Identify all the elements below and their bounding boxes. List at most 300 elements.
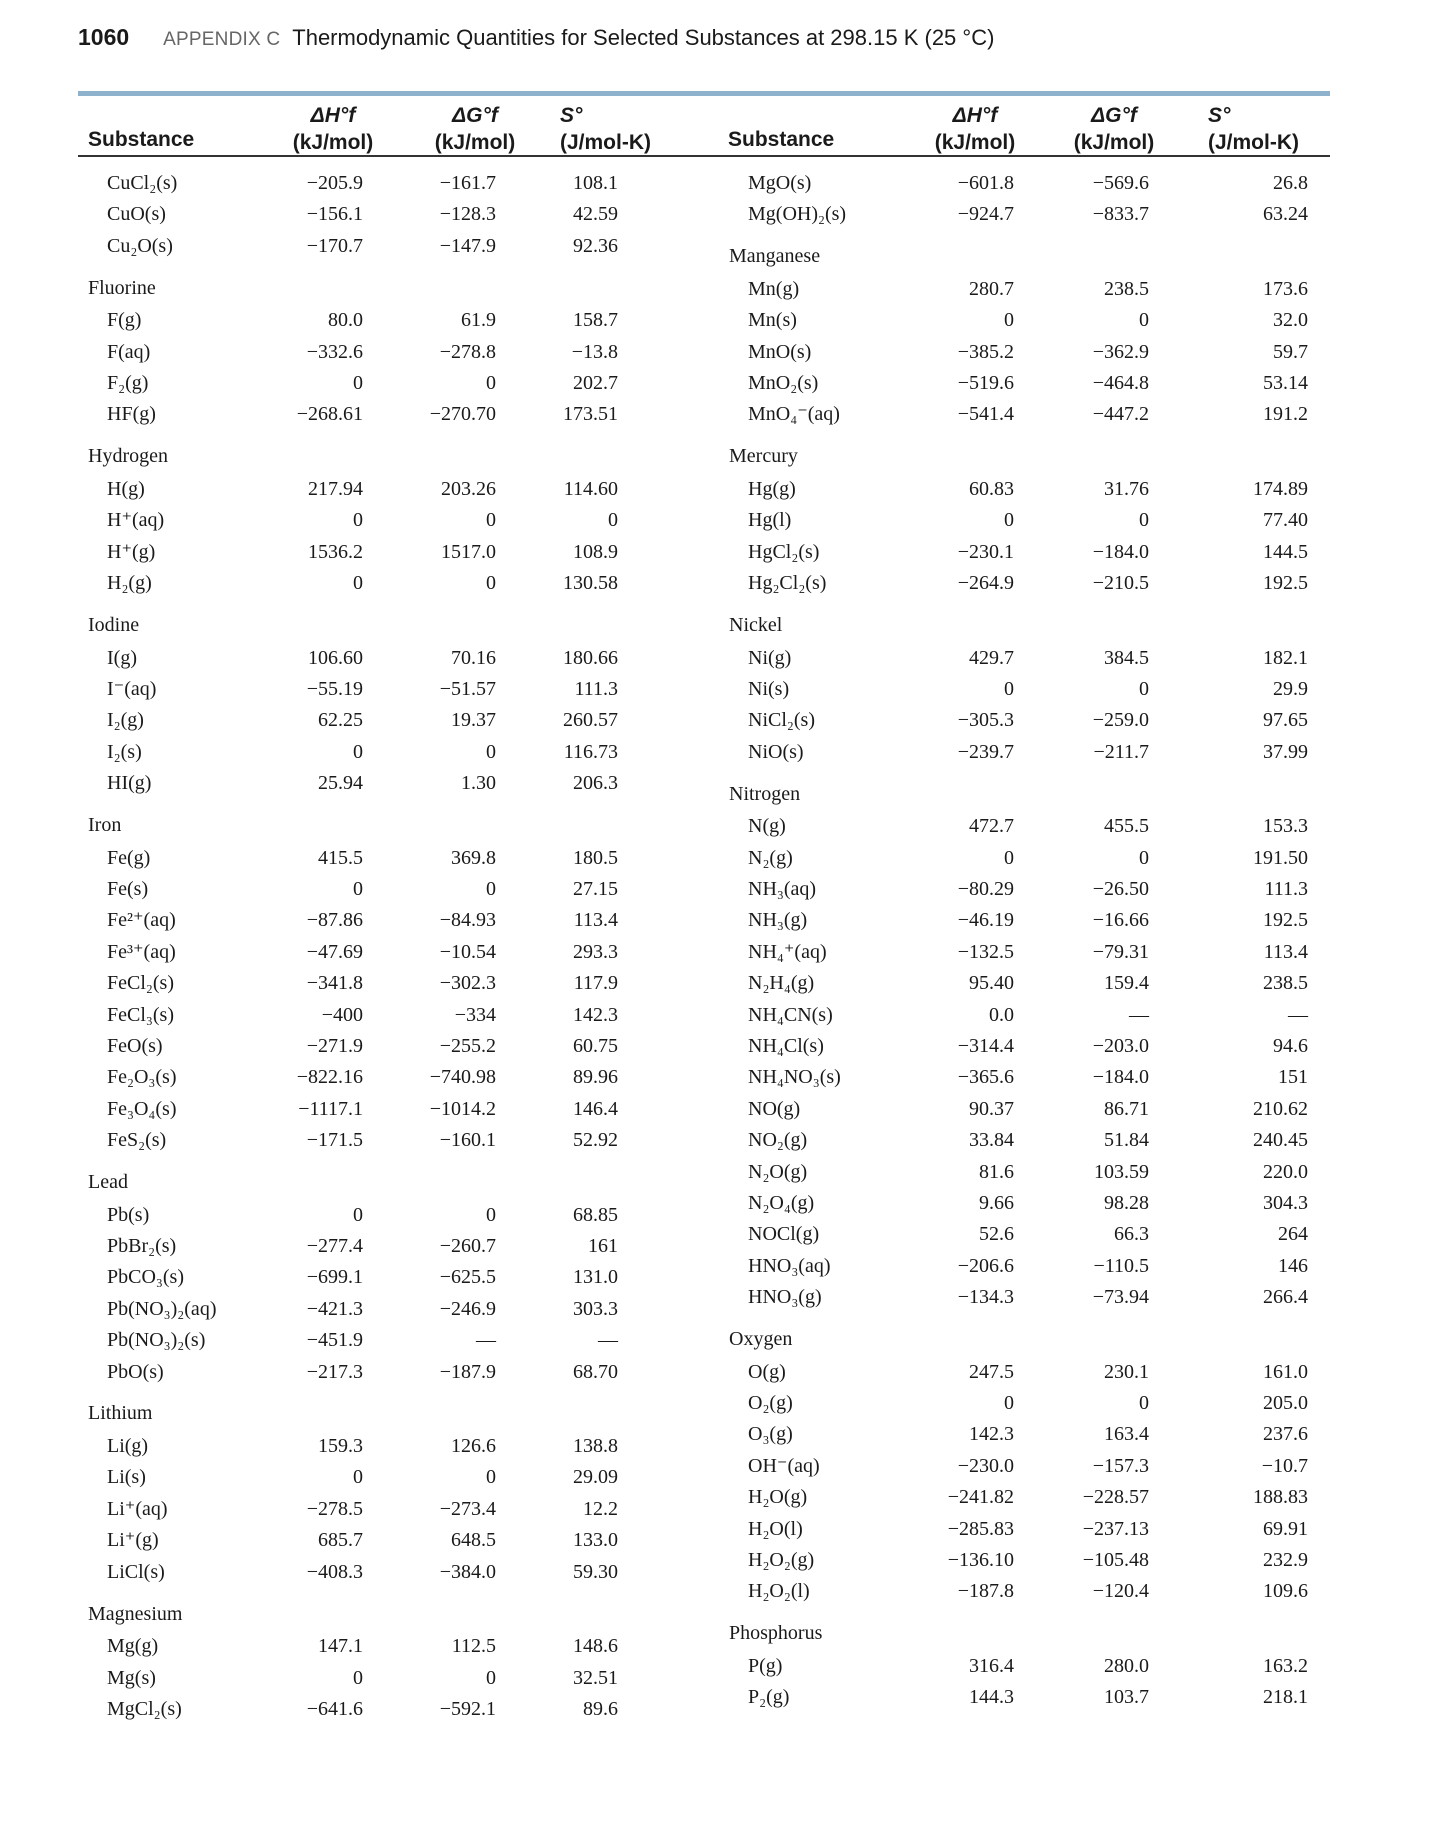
dg-cell: −273.4 <box>439 1497 496 1520</box>
table-row <box>729 674 1329 705</box>
dg-cell: −625.5 <box>439 1266 496 1289</box>
table-row <box>729 937 1329 968</box>
table-row <box>88 768 678 799</box>
substance-cell: MnO₂(s) <box>748 372 819 395</box>
dg-cell: 0 <box>1139 846 1149 869</box>
s-cell: 133.0 <box>573 1529 618 1552</box>
dg-cell: −278.8 <box>439 340 496 363</box>
table-row <box>729 399 1329 430</box>
s-cell: 218.1 <box>1263 1686 1308 1709</box>
table-row <box>88 1031 678 1062</box>
table-row <box>88 1125 678 1156</box>
table-row <box>729 1514 1329 1545</box>
s-cell: 173.51 <box>563 403 618 426</box>
dg-cell: −464.8 <box>1092 372 1149 395</box>
substance-cell: Pb(NO₃)₂(s) <box>107 1329 206 1352</box>
dg-cell: 0 <box>486 1466 496 1489</box>
s-cell: 232.9 <box>1263 1548 1308 1571</box>
substance-cell: FeCl₂(s) <box>107 972 174 995</box>
substance-cell: Hg(l) <box>748 509 792 532</box>
group-row <box>88 1398 678 1431</box>
dh-cell: −278.5 <box>306 1497 363 1520</box>
s-cell: 77.40 <box>1263 509 1308 532</box>
dh-cell: −1117.1 <box>298 1097 363 1120</box>
dh-cell: 0 <box>353 1666 363 1689</box>
substance-cell: NiO(s) <box>748 740 804 763</box>
dh-cell: −217.3 <box>306 1360 363 1383</box>
dg-cell: −569.6 <box>1092 172 1149 194</box>
substance-cell: H(g) <box>107 477 145 500</box>
substance-cell: N₂H₄(g) <box>748 972 815 995</box>
s-cell: 304.3 <box>1263 1191 1308 1214</box>
col-dg-symbol: ΔG°f <box>452 104 498 127</box>
dh-cell: 0 <box>353 1203 363 1226</box>
substance-cell: MgCl₂(s) <box>107 1697 182 1720</box>
dh-cell: 106.60 <box>308 646 363 669</box>
substance-cell: FeO(s) <box>107 1034 163 1057</box>
dg-cell: −161.7 <box>439 172 496 194</box>
col-dg-unit: (kJ/mol) <box>434 131 516 154</box>
s-cell: 89.6 <box>583 1697 618 1720</box>
dg-cell: −833.7 <box>1092 203 1149 226</box>
table-row <box>88 1631 678 1662</box>
table-row <box>88 1094 678 1125</box>
dg-cell: −270.70 <box>429 403 496 426</box>
substance-cell: NH₃(aq) <box>748 878 817 901</box>
s-cell: 161.0 <box>1263 1360 1308 1383</box>
s-cell: 89.96 <box>573 1066 618 1089</box>
dh-cell: 0 <box>1004 509 1014 532</box>
table-row <box>88 705 678 736</box>
s-cell: 52.92 <box>573 1129 618 1152</box>
s-cell: 210.62 <box>1253 1097 1308 1120</box>
substance-cell: LiCl(s) <box>107 1560 165 1583</box>
s-cell: 240.45 <box>1253 1129 1308 1152</box>
dg-cell: −120.4 <box>1092 1580 1149 1603</box>
table-row <box>729 337 1329 368</box>
substance-cell: Fe(s) <box>107 878 149 901</box>
substance-cell: Pb(NO₃)₂(aq) <box>107 1297 217 1320</box>
substance-cell: MgO(s) <box>748 172 812 194</box>
substance-cell: N₂(g) <box>748 846 793 869</box>
dh-cell: 80.0 <box>328 309 363 332</box>
table-row <box>88 1062 678 1093</box>
dh-cell: 144.3 <box>969 1686 1014 1709</box>
dh-cell: −230.0 <box>957 1454 1014 1477</box>
table-row <box>729 737 1329 768</box>
col-dg-unit: (kJ/mol) <box>1073 131 1155 154</box>
s-cell: 180.5 <box>573 846 618 869</box>
col-dh-symbol: ΔH°f <box>310 104 356 127</box>
s-cell: — <box>1288 1003 1308 1026</box>
substance-cell: CuO(s) <box>107 203 166 226</box>
table-row <box>729 1682 1329 1713</box>
dh-cell: 0 <box>353 572 363 595</box>
table-row <box>729 1282 1329 1313</box>
dg-cell: 280.0 <box>1104 1654 1149 1677</box>
substance-cell: HF(g) <box>107 403 156 426</box>
group-row <box>88 1167 678 1200</box>
dg-cell: −237.13 <box>1082 1517 1149 1540</box>
dh-cell: 0 <box>1004 846 1014 869</box>
substance-cell: H₂O₂(l) <box>748 1580 810 1603</box>
table-row <box>88 1200 678 1231</box>
dg-cell: −160.1 <box>439 1129 496 1152</box>
dh-cell: −408.3 <box>306 1560 363 1583</box>
col-s-unit: (J/mol-K) <box>1208 131 1299 154</box>
substance-cell: Fe²⁺(aq) <box>107 909 176 932</box>
group-label: Iodine <box>88 613 140 636</box>
group-row <box>729 441 1329 474</box>
col-dh-right <box>925 102 1025 156</box>
dg-cell: −210.5 <box>1092 572 1149 595</box>
dg-cell: 159.4 <box>1104 972 1149 995</box>
s-cell: 111.3 <box>574 677 618 700</box>
table-row <box>88 305 678 336</box>
substance-cell: PbCO₃(s) <box>107 1266 184 1289</box>
group-label: Iron <box>88 814 122 837</box>
substance-cell: Li(g) <box>107 1435 149 1458</box>
table-row <box>88 1663 678 1694</box>
dh-cell: −332.6 <box>306 340 363 363</box>
dg-cell: −10.54 <box>439 940 496 963</box>
dg-cell: −110.5 <box>1093 1254 1149 1277</box>
s-cell: 182.1 <box>1263 646 1308 669</box>
dh-cell: −277.4 <box>306 1235 363 1258</box>
s-cell: 264 <box>1278 1223 1308 1246</box>
dh-cell: 0 <box>353 878 363 901</box>
substance-cell: HNO₃(g) <box>748 1286 822 1309</box>
dg-cell: 230.1 <box>1104 1360 1149 1383</box>
dh-cell: −170.7 <box>306 234 363 257</box>
dg-cell: −84.93 <box>439 909 496 932</box>
table-row <box>729 874 1329 905</box>
dh-cell: −205.9 <box>306 172 363 194</box>
dh-cell: 142.3 <box>969 1423 1014 1446</box>
s-cell: 97.65 <box>1263 709 1308 732</box>
dg-cell: 0 <box>486 572 496 595</box>
dh-cell: −271.9 <box>306 1034 363 1057</box>
dh-cell: 316.4 <box>969 1654 1014 1677</box>
s-cell: 113.4 <box>573 909 618 932</box>
dh-cell: 25.94 <box>318 772 363 795</box>
top-rule <box>78 91 1330 96</box>
table-row <box>88 368 678 399</box>
table-row <box>729 905 1329 936</box>
dh-cell: −385.2 <box>957 340 1014 363</box>
s-cell: 131.0 <box>573 1266 618 1289</box>
dg-cell: 0 <box>486 372 496 395</box>
substance-cell: NOCl(g) <box>748 1223 820 1246</box>
substance-cell: FeCl₃(s) <box>107 1003 174 1026</box>
dg-cell: −260.7 <box>439 1235 496 1258</box>
table-row <box>729 1388 1329 1419</box>
substance-cell: Hg₂Cl₂(s) <box>748 572 827 595</box>
s-cell: 303.3 <box>573 1297 618 1320</box>
s-cell: 32.0 <box>1273 309 1308 332</box>
dg-cell: 203.26 <box>441 477 496 500</box>
s-cell: 108.1 <box>573 172 618 194</box>
substance-cell: Fe(g) <box>107 846 151 869</box>
dh-cell: 217.94 <box>308 477 363 500</box>
substance-cell: PbO(s) <box>107 1360 164 1383</box>
dh-cell: 0 <box>1004 1391 1014 1414</box>
substance-cell: FeS₂(s) <box>107 1129 167 1152</box>
dg-cell: 61.9 <box>461 309 496 332</box>
dg-cell: 103.7 <box>1104 1686 1149 1709</box>
table-row <box>729 705 1329 736</box>
dg-cell: −302.3 <box>439 972 496 995</box>
substance-cell: F(g) <box>107 309 142 332</box>
substance-cell: Li(s) <box>107 1466 146 1489</box>
table-row <box>729 1357 1329 1388</box>
s-cell: 188.83 <box>1253 1486 1308 1509</box>
dh-cell: −285.83 <box>947 1517 1014 1540</box>
dh-cell: −187.8 <box>957 1580 1014 1603</box>
s-cell: 117.9 <box>573 972 618 995</box>
substance-cell: Hg(g) <box>748 477 796 500</box>
dh-cell: −132.5 <box>957 940 1014 963</box>
table-row <box>88 1525 678 1556</box>
table-row <box>729 1251 1329 1282</box>
dh-cell: −230.1 <box>957 540 1014 563</box>
table-row <box>729 1157 1329 1188</box>
group-row <box>729 779 1329 812</box>
substance-cell: NH₄Cl(s) <box>748 1034 824 1057</box>
dg-cell: −203.0 <box>1092 1034 1149 1057</box>
dh-cell: 0 <box>1004 677 1014 700</box>
s-cell: 29.9 <box>1273 677 1308 700</box>
table-row <box>729 199 1329 230</box>
dg-cell: −26.50 <box>1092 878 1149 901</box>
table-row <box>729 643 1329 674</box>
dg-cell: — <box>476 1329 496 1352</box>
s-cell: 116.73 <box>563 740 618 763</box>
substance-cell: Mg(g) <box>107 1635 159 1658</box>
dh-cell: −46.19 <box>957 909 1014 932</box>
dh-cell: −268.61 <box>296 403 363 426</box>
table-row <box>729 1188 1329 1219</box>
page-number: 1060 <box>78 24 130 50</box>
group-row <box>88 441 678 474</box>
s-cell: 205.0 <box>1263 1391 1308 1414</box>
table-row <box>88 968 678 999</box>
dg-cell: 0 <box>1139 509 1149 532</box>
s-cell: 151 <box>1278 1066 1308 1089</box>
col-substance-left: Substance <box>88 128 195 151</box>
s-cell: 53.14 <box>1263 372 1308 395</box>
substance-cell: N₂O₄(g) <box>748 1191 815 1214</box>
dg-cell: −211.7 <box>1093 740 1149 763</box>
dg-cell: 0 <box>486 509 496 532</box>
substance-cell: HI(g) <box>107 772 152 795</box>
dg-cell: −184.0 <box>1092 540 1149 563</box>
dh-cell: 0 <box>353 509 363 532</box>
s-cell: 59.30 <box>573 1560 618 1583</box>
dh-cell: 9.66 <box>979 1191 1014 1214</box>
substance-cell: MnO₄⁻(aq) <box>748 403 840 426</box>
dg-cell: −1014.2 <box>429 1097 496 1120</box>
dg-cell: 0 <box>1139 1391 1149 1414</box>
dg-cell: −105.48 <box>1082 1548 1149 1571</box>
table-row <box>88 643 678 674</box>
s-cell: −13.8 <box>571 340 618 363</box>
dh-cell: −365.6 <box>957 1066 1014 1089</box>
dg-cell: −362.9 <box>1092 340 1149 363</box>
table-row <box>88 168 678 199</box>
group-label: Nickel <box>729 613 783 636</box>
dh-cell: −55.19 <box>306 677 363 700</box>
col-s-left <box>560 102 680 156</box>
substance-cell: NH₄NO₃(s) <box>748 1066 841 1089</box>
dg-cell: 0 <box>486 1666 496 1689</box>
dh-cell: 415.5 <box>318 846 363 869</box>
table-row <box>729 1094 1329 1125</box>
col-dh-unit: (kJ/mol) <box>292 131 374 154</box>
dg-cell: −255.2 <box>439 1034 496 1057</box>
dg-cell: −147.9 <box>439 234 496 257</box>
dh-cell: −519.6 <box>957 372 1014 395</box>
dh-cell: 159.3 <box>318 1435 363 1458</box>
dh-cell: 60.83 <box>969 477 1014 500</box>
dh-cell: 429.7 <box>969 646 1014 669</box>
group-row <box>729 1324 1329 1357</box>
substance-cell: NH₃(g) <box>748 909 808 932</box>
table-row <box>88 537 678 568</box>
dg-cell: −16.66 <box>1092 909 1149 932</box>
group-row <box>88 1599 678 1632</box>
s-cell: 108.9 <box>573 540 618 563</box>
s-cell: 180.66 <box>563 646 618 669</box>
s-cell: 26.8 <box>1273 172 1308 194</box>
dh-cell: −305.3 <box>957 709 1014 732</box>
table-row <box>88 337 678 368</box>
dg-cell: 238.5 <box>1104 277 1149 300</box>
dh-cell: −80.29 <box>957 878 1014 901</box>
dh-cell: 0 <box>353 740 363 763</box>
table-row <box>729 1031 1329 1062</box>
dg-cell: 31.76 <box>1104 477 1149 500</box>
table-row <box>88 1231 678 1262</box>
table-row <box>729 368 1329 399</box>
dh-cell: 81.6 <box>979 1160 1014 1183</box>
table-row <box>88 674 678 705</box>
substance-cell: H₂O(l) <box>748 1517 803 1540</box>
s-cell: 146 <box>1278 1254 1308 1277</box>
dg-cell: −79.31 <box>1092 940 1149 963</box>
dg-cell: 1.30 <box>461 772 496 795</box>
dg-cell: −228.57 <box>1082 1486 1149 1509</box>
s-cell: 0 <box>608 509 618 532</box>
table-row <box>729 1062 1329 1093</box>
s-cell: 161 <box>588 1235 618 1258</box>
substance-cell: Fe₂O₃(s) <box>107 1066 177 1089</box>
s-cell: 59.7 <box>1273 340 1308 363</box>
s-cell: 293.3 <box>573 940 618 963</box>
substance-cell: Mg(s) <box>107 1666 156 1689</box>
table-row <box>88 1494 678 1525</box>
dh-cell: −641.6 <box>306 1697 363 1720</box>
dg-cell: −334 <box>454 1003 496 1026</box>
table-row <box>729 1125 1329 1156</box>
substance-cell: Li⁺(g) <box>107 1529 159 1552</box>
dg-cell: −447.2 <box>1092 403 1149 426</box>
substance-cell: NO(g) <box>748 1097 801 1120</box>
dh-cell: −206.6 <box>957 1254 1014 1277</box>
table-row <box>88 1325 678 1356</box>
dg-cell: −259.0 <box>1092 709 1149 732</box>
substance-cell: H₂O(g) <box>748 1486 808 1509</box>
col-s-right <box>1208 102 1328 156</box>
dg-cell: −740.98 <box>429 1066 496 1089</box>
s-cell: 148.6 <box>573 1635 618 1658</box>
dg-cell: 66.3 <box>1114 1223 1149 1246</box>
s-cell: 191.2 <box>1263 403 1308 426</box>
col-s-unit: (J/mol-K) <box>560 131 651 154</box>
group-label: Mercury <box>729 445 798 468</box>
substance-cell: Pb(s) <box>107 1203 150 1226</box>
substance-cell: I(g) <box>107 646 137 669</box>
s-cell: — <box>598 1329 618 1352</box>
substance-cell: OH⁻(aq) <box>748 1454 820 1477</box>
col-substance-right: Substance <box>728 128 835 151</box>
col-s-symbol: S° <box>560 104 583 127</box>
dg-cell: 369.8 <box>451 846 496 869</box>
table-row <box>88 1557 678 1588</box>
dh-cell: −421.3 <box>306 1297 363 1320</box>
dg-cell: 0 <box>486 878 496 901</box>
group-row <box>729 1618 1329 1651</box>
col-s-symbol: S° <box>1208 104 1231 127</box>
dg-cell: 0 <box>1139 309 1149 332</box>
table-row <box>729 1419 1329 1450</box>
s-cell: 174.89 <box>1253 477 1308 500</box>
substance-cell: H₂O₂(g) <box>748 1548 815 1571</box>
table-row <box>88 1357 678 1388</box>
substance-cell: Ni(g) <box>748 646 792 669</box>
s-cell: 113.4 <box>1263 940 1308 963</box>
substance-cell: O₃(g) <box>748 1423 793 1446</box>
table-row <box>88 874 678 905</box>
table-row <box>729 1482 1329 1513</box>
s-cell: 111.3 <box>1264 878 1308 901</box>
substance-cell: N(g) <box>748 815 786 838</box>
dg-cell: 384.5 <box>1104 646 1149 669</box>
s-cell: 92.36 <box>573 234 618 257</box>
dh-cell: −400 <box>321 1003 363 1026</box>
group-row <box>729 610 1329 643</box>
s-cell: 237.6 <box>1263 1423 1308 1446</box>
dh-cell: −699.1 <box>306 1266 363 1289</box>
dh-cell: 33.84 <box>969 1129 1014 1152</box>
table-row <box>88 199 678 230</box>
table-row <box>729 568 1329 599</box>
table-row <box>729 1451 1329 1482</box>
header-rule <box>78 155 1330 157</box>
s-cell: 12.2 <box>583 1497 618 1520</box>
dh-cell: −87.86 <box>306 909 363 932</box>
dg-cell: 70.16 <box>451 646 496 669</box>
dh-cell: 0 <box>353 372 363 395</box>
substance-cell: Fe₃O₄(s) <box>107 1097 177 1120</box>
substance-cell: CuCl₂(s) <box>107 172 178 194</box>
table-row <box>88 1462 678 1493</box>
table-row <box>88 1294 678 1325</box>
s-cell: 138.8 <box>573 1435 618 1458</box>
dg-cell: 112.5 <box>451 1635 496 1658</box>
table-row <box>729 843 1329 874</box>
s-cell: 32.51 <box>573 1666 618 1689</box>
